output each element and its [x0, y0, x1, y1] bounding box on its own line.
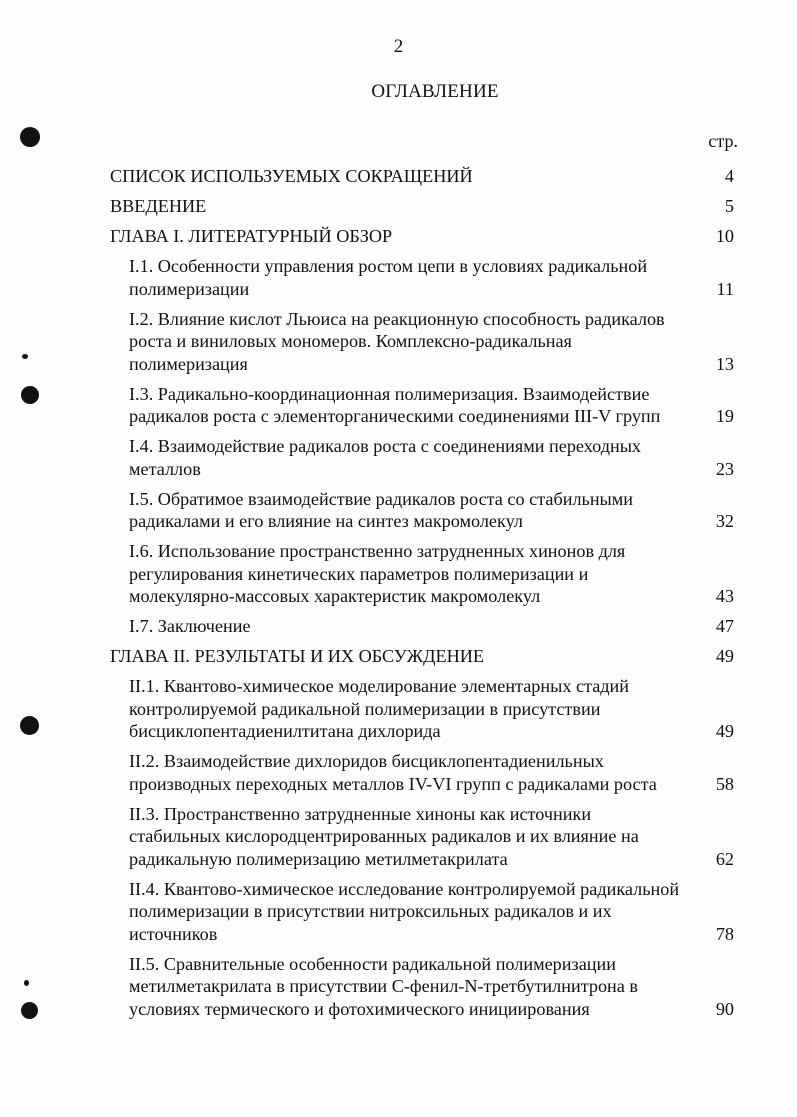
toc-entry [129, 675, 734, 743]
toc-entry [129, 255, 734, 300]
toc-entry-title: I.7. Заключение [129, 616, 251, 636]
toc-entry-page: 19 [715, 406, 734, 426]
toc-entry-page: 78 [715, 923, 734, 944]
toc-entry-title: II.5. Сравнительные особенности радикальной полимеризации метилметакрилата в присутствии С-фенил-N-третбутилнитрона в условиях термического и фотохимического инициирования [129, 953, 639, 1019]
toc-entry-title: II.4. Квантово-химическое исследование контролируемой радикальной полимеризации в присутствии нитроксильных радикалов и их источников [129, 878, 680, 944]
page-title: ОГЛАВЛЕНИЕ [371, 81, 499, 102]
toc-entry-title: ГЛАВА I. ЛИТЕРАТУРНЫЙ ОБЗОР [110, 226, 393, 246]
toc-entry [110, 165, 734, 188]
toc-entry [110, 225, 734, 248]
toc-entry [110, 195, 734, 218]
toc-entry-title: II.1. Квантово-химическое моделирование элементарных стадий контролируемой радикальной полимеризации в присутствии бисциклопентадиенилтитана дихлорида [129, 676, 630, 741]
toc-entry [129, 540, 734, 608]
toc-entry [129, 953, 734, 1021]
toc-entry-page: 23 [715, 458, 734, 479]
toc-entry-page: 90 [715, 998, 734, 1019]
toc-entry-page: 4 [724, 166, 734, 186]
toc-entry-page: 58 [715, 773, 734, 794]
page-number: 2 [393, 36, 404, 57]
toc-entry-page: 13 [715, 353, 734, 374]
toc-entry-page: 11 [716, 278, 734, 299]
toc-entry-title: ГЛАВА II. РЕЗУЛЬТАТЫ И ИХ ОБСУЖДЕНИЕ [110, 646, 484, 666]
toc-entry [129, 750, 734, 795]
scan-hole-mark [20, 716, 39, 735]
toc-entry [129, 383, 734, 428]
toc-entry-page: 5 [724, 196, 734, 216]
toc-entry-title: СПИСОК ИСПОЛЬЗУЕМЫХ СОКРАЩЕНИЙ [110, 166, 473, 186]
toc-entry-title: II.3. Пространственно затрудненные хиноны как источники стабильных кислородцентрированных радикалов и их влияние на радикальную полимеризацию метилметакрилата [129, 803, 639, 869]
page-column-label: стр. [708, 131, 738, 151]
toc-entry-title: ВВЕДЕНИЕ [110, 196, 207, 216]
toc-entry-page: 62 [715, 848, 734, 869]
toc-entry [129, 878, 734, 946]
toc-entry-title: I.2. Влияние кислот Льюиса на реакционную способность радикалов роста и виниловых мономеров. Комплексно-радикальная полимеризация [129, 308, 665, 374]
scan-speck-mark [22, 354, 28, 359]
toc-entry-title: I.6. Использование пространственно затрудненных хинонов для регулирования кинетических параметров полимеризации и молекулярно-массовых характеристик макромолекул [129, 541, 626, 606]
table-of-contents [110, 165, 734, 1028]
toc-entry-title: I.1. Особенности управления ростом цепи в условиях радикальной полимеризации [129, 256, 648, 299]
toc-entry-title: II.2. Взаимодействие дихлоридов бисциклопентадиенильных производных переходных металлов IV-VI групп с радикалами роста [129, 751, 657, 794]
toc-entry [110, 645, 734, 668]
scan-speck-mark [24, 980, 29, 986]
toc-entry [129, 435, 734, 480]
toc-entry-page: 32 [715, 511, 734, 531]
toc-entry-title: I.4. Взаимодействие радикалов роста с соединениями переходных металлов [129, 436, 642, 479]
toc-entry-page: 49 [715, 646, 734, 666]
toc-entry-page: 47 [715, 616, 734, 636]
toc-entry [129, 488, 734, 533]
toc-entry-title: I.3. Радикально-координационная полимеризация. Взаимодействие радикалов роста с элементорганическими соединениями III-V групп [129, 383, 661, 426]
toc-entry [129, 308, 734, 376]
toc-entry-page: 49 [715, 721, 734, 741]
toc-entry [129, 615, 734, 638]
scan-hole-mark [21, 386, 39, 404]
toc-entry-page: 43 [715, 586, 734, 606]
scan-hole-mark [21, 1002, 38, 1019]
toc-entry-title: I.5. Обратимое взаимодействие радикалов роста со стабильными радикалами и его влияние на синтез макромолекул [129, 488, 634, 531]
scan-hole-mark [20, 127, 40, 147]
toc-entry [129, 803, 734, 871]
toc-entry-page: 10 [715, 226, 734, 246]
